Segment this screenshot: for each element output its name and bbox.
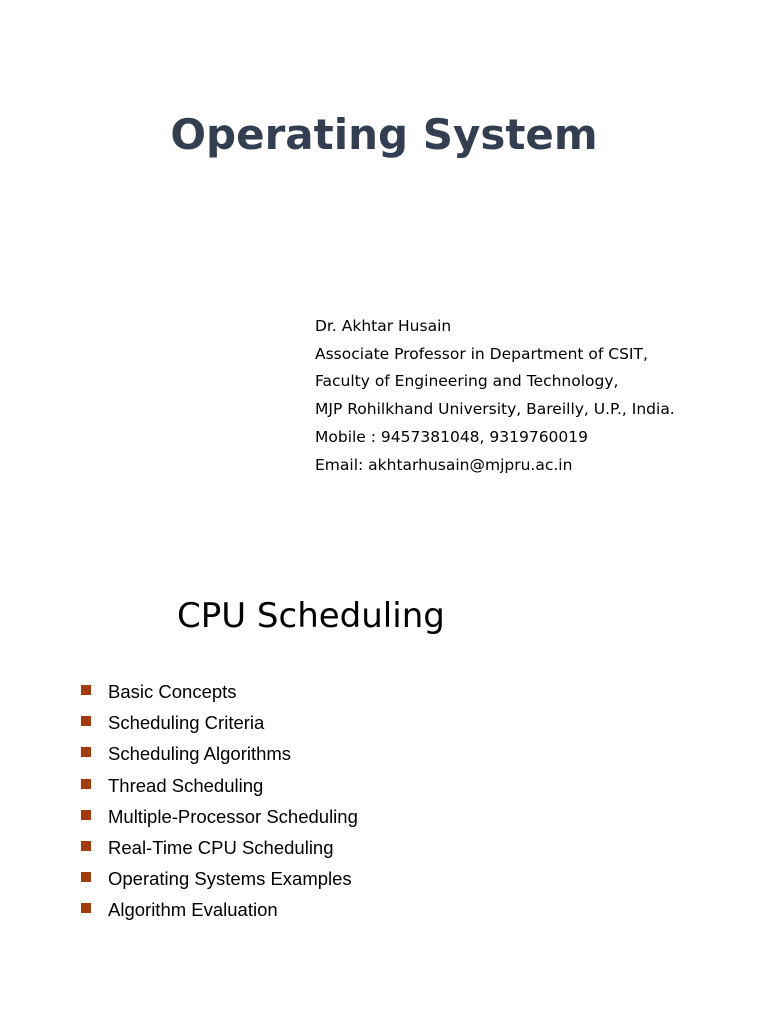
- square-bullet-icon: [81, 903, 91, 913]
- topic-label: Multiple-Processor Scheduling: [108, 805, 358, 827]
- author-name: Dr. Akhtar Husain: [315, 317, 452, 335]
- list-item: [80, 894, 358, 925]
- square-bullet-icon: [81, 779, 91, 789]
- square-bullet-icon: [81, 872, 91, 882]
- topic-label: Algorithm Evaluation: [108, 899, 278, 921]
- topic-list: [80, 676, 358, 926]
- list-item: [80, 707, 358, 738]
- topic-label: Operating Systems Examples: [108, 868, 352, 890]
- topic-label: Thread Scheduling: [108, 774, 264, 796]
- topic-label: Scheduling Algorithms: [108, 743, 292, 765]
- author-faculty: Faculty of Engineering and Technology,: [315, 372, 619, 391]
- list-item: [80, 676, 358, 707]
- topic-label: Real-Time CPU Scheduling: [108, 836, 334, 858]
- square-bullet-icon: [81, 716, 91, 726]
- slide-title: Operating System: [170, 110, 598, 159]
- list-item: [80, 738, 358, 769]
- square-bullet-icon: [81, 810, 91, 820]
- topic-label: Scheduling Criteria: [108, 712, 265, 734]
- square-bullet-icon: [81, 841, 91, 851]
- author-university: MJP Rohilkhand University, Bareilly, U.P., India.: [315, 400, 675, 419]
- list-item: [80, 770, 358, 801]
- author-position: Associate Professor in Department of CSIT,: [315, 344, 648, 363]
- list-item: [80, 863, 358, 894]
- square-bullet-icon: [81, 685, 91, 695]
- section-heading: CPU Scheduling: [177, 596, 445, 636]
- list-item: [80, 832, 358, 863]
- list-item: [80, 801, 358, 832]
- topic-label: Basic Concepts: [108, 681, 237, 702]
- author-email: Email: akhtarhusain@mjpru.ac.in: [315, 455, 573, 474]
- square-bullet-icon: [81, 747, 91, 757]
- author-mobile: Mobile : 9457381048, 9319760019: [315, 427, 589, 446]
- author-info: [315, 313, 755, 479]
